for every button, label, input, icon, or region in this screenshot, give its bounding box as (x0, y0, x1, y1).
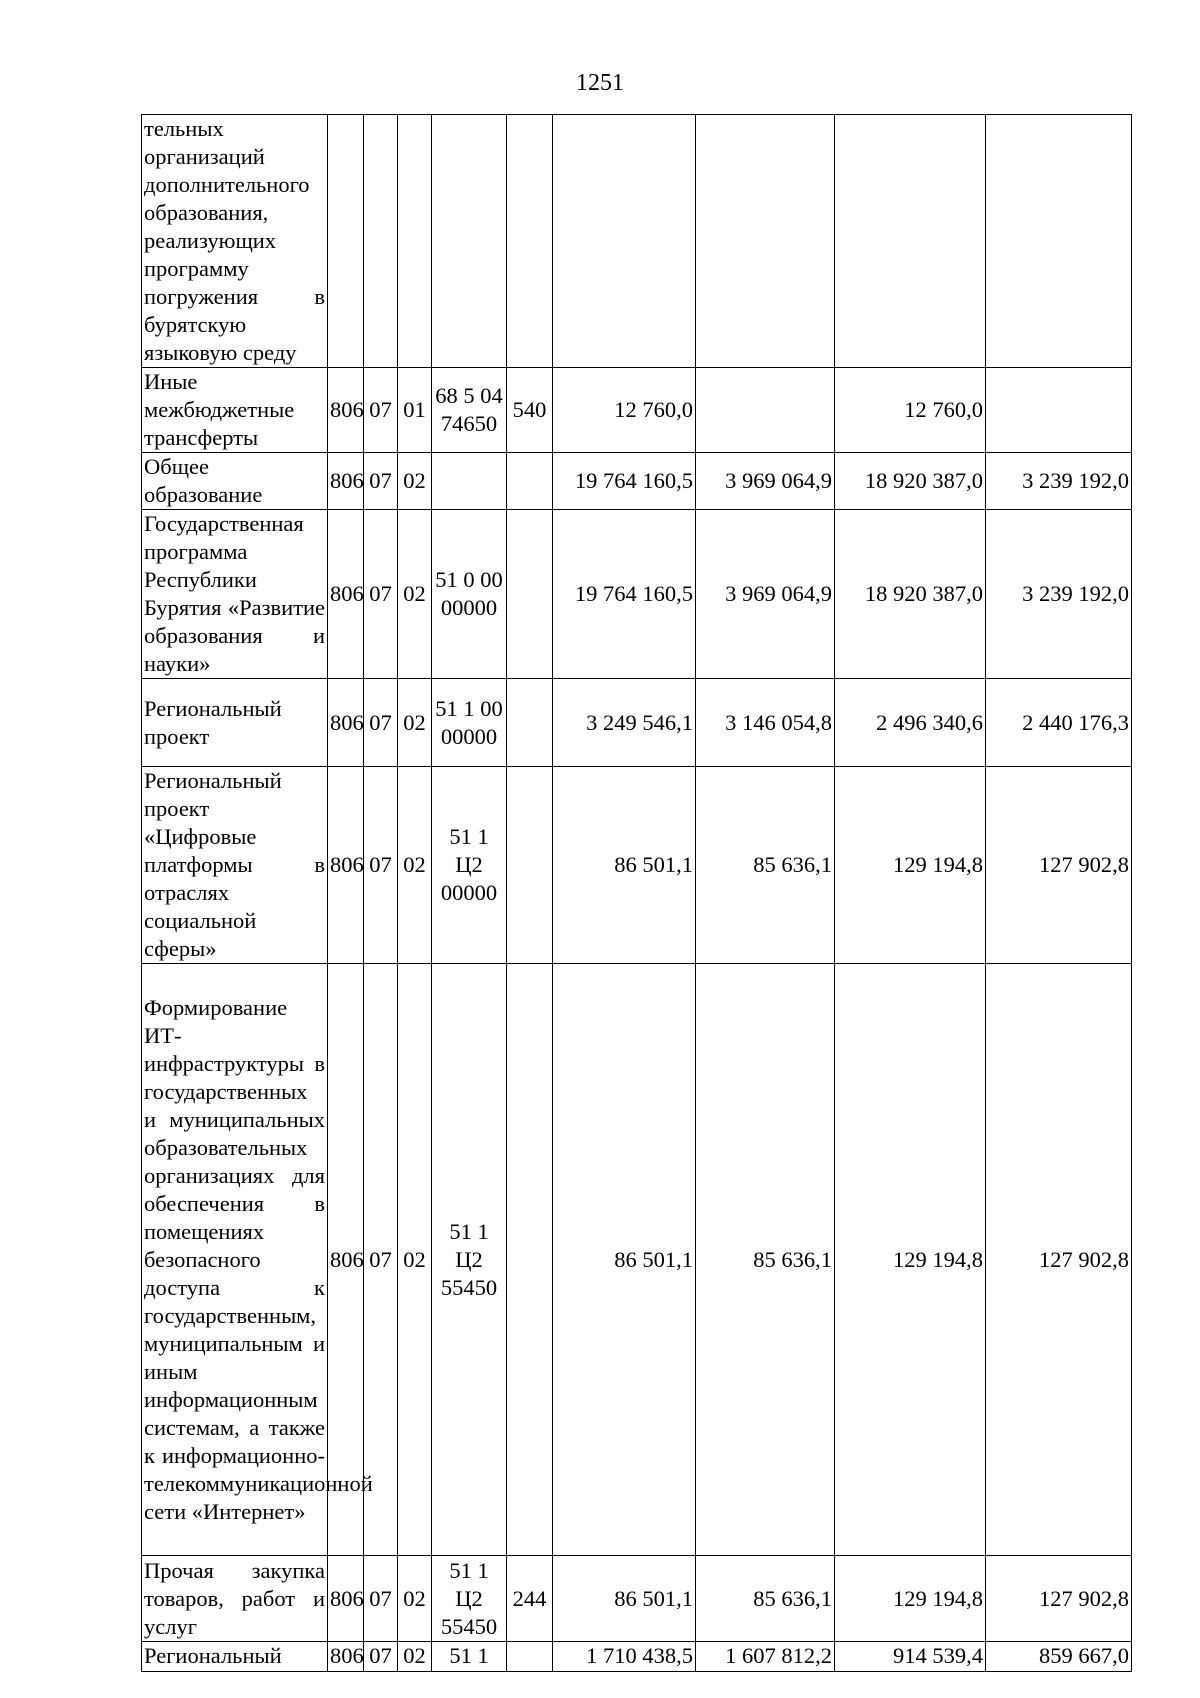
table-row (142, 1642, 1132, 1672)
amount-3 (835, 115, 986, 368)
rz-code: 07 (364, 368, 398, 453)
table-row (142, 115, 1132, 368)
table-row (142, 679, 1132, 767)
rz-code: 07 (364, 964, 398, 1556)
table-row (142, 453, 1132, 510)
row-name: Региональный проект (142, 679, 328, 767)
pr-code: 02 (398, 453, 432, 510)
vr-code (507, 115, 553, 368)
amount-4: 3 239 192,0 (986, 510, 1132, 679)
gr-code: 806 (328, 1556, 364, 1642)
amount-3: 18 920 387,0 (835, 510, 986, 679)
target-code: 68 5 04 74650 (432, 368, 507, 453)
vr-code: 244 (507, 1556, 553, 1642)
gr-code: 806 (328, 964, 364, 1556)
gr-code: 806 (328, 510, 364, 679)
amount-1: 1 710 438,5 (553, 1642, 696, 1672)
amount-2: 85 636,1 (696, 767, 835, 964)
gr-code: 806 (328, 453, 364, 510)
page-number: 1251 (576, 70, 624, 96)
row-name: Региональный проект «Цифровые платформы в отраслях социальной сферы» (142, 767, 328, 964)
rz-code: 07 (364, 679, 398, 767)
amount-3: 129 194,8 (835, 767, 986, 964)
amount-4: 859 667,0 (986, 1642, 1132, 1672)
vr-code (507, 453, 553, 510)
amount-4: 2 440 176,3 (986, 679, 1132, 767)
gr-code: 806 (328, 767, 364, 964)
target-code: 51 0 00 00000 (432, 510, 507, 679)
row-name: Общее образование (142, 453, 328, 510)
amount-4: 127 902,8 (986, 964, 1132, 1556)
amount-4: 3 239 192,0 (986, 453, 1132, 510)
amount-2: 1 607 812,2 (696, 1642, 835, 1672)
amount-3: 129 194,8 (835, 1556, 986, 1642)
table-row (142, 964, 1132, 1556)
vr-code (507, 1642, 553, 1672)
amount-1: 86 501,1 (553, 964, 696, 1556)
table-row (142, 368, 1132, 453)
row-name: Формирование ИТ-инфраструктуры в государственных и муниципальных образовательных организациях для обеспечения в помещениях безопасного доступа к государственным, муниципальным и иным информационным системам, а также к информационно-телекоммуникационной сети «Интернет» (142, 964, 328, 1556)
amount-3: 914 539,4 (835, 1642, 986, 1672)
pr-code: 01 (398, 368, 432, 453)
rz-code: 07 (364, 1556, 398, 1642)
target-code: 51 1 Ц2 55450 (432, 1556, 507, 1642)
amount-2: 3 969 064,9 (696, 510, 835, 679)
vr-code (507, 510, 553, 679)
amount-2: 3 146 054,8 (696, 679, 835, 767)
gr-code: 806 (328, 679, 364, 767)
row-name: тельных организаций дополнительного образования, реализующих программу погружения в бурятскую языковую среду (142, 115, 328, 368)
amount-4: 127 902,8 (986, 1556, 1132, 1642)
amount-2: 85 636,1 (696, 1556, 835, 1642)
table-row (142, 1556, 1132, 1642)
target-code: 51 1 Ц2 55450 (432, 964, 507, 1556)
row-name: Государственная программа Республики Бурятия «Развитие образования и науки» (142, 510, 328, 679)
amount-4 (986, 368, 1132, 453)
amount-1: 19 764 160,5 (553, 453, 696, 510)
amount-2 (696, 115, 835, 368)
gr-code: 806 (328, 1642, 364, 1672)
gr-code: 806 (328, 368, 364, 453)
amount-2: 3 969 064,9 (696, 453, 835, 510)
pr-code: 02 (398, 679, 432, 767)
vr-code (507, 767, 553, 964)
target-code: 51 1 (432, 1642, 507, 1672)
rz-code (364, 115, 398, 368)
row-name: Региональный (142, 1642, 328, 1672)
table-row (142, 767, 1132, 964)
amount-1: 86 501,1 (553, 767, 696, 964)
vr-code (507, 679, 553, 767)
amount-1: 3 249 546,1 (553, 679, 696, 767)
vr-code: 540 (507, 368, 553, 453)
amount-2 (696, 368, 835, 453)
target-code (432, 453, 507, 510)
vr-code (507, 964, 553, 1556)
amount-3: 12 760,0 (835, 368, 986, 453)
pr-code: 02 (398, 510, 432, 679)
amount-1: 19 764 160,5 (553, 510, 696, 679)
rz-code: 07 (364, 767, 398, 964)
amount-3: 2 496 340,6 (835, 679, 986, 767)
pr-code (398, 115, 432, 368)
pr-code: 02 (398, 1556, 432, 1642)
pr-code: 02 (398, 964, 432, 1556)
pr-code: 02 (398, 1642, 432, 1672)
amount-1: 86 501,1 (553, 1556, 696, 1642)
gr-code (328, 115, 364, 368)
amount-2: 85 636,1 (696, 964, 835, 1556)
row-name: Иные межбюджетные трансферты (142, 368, 328, 453)
amount-1: 12 760,0 (553, 368, 696, 453)
pr-code: 02 (398, 767, 432, 964)
amount-1 (553, 115, 696, 368)
rz-code: 07 (364, 510, 398, 679)
budget-table (141, 114, 1132, 1672)
amount-4 (986, 115, 1132, 368)
amount-3: 129 194,8 (835, 964, 986, 1556)
amount-3: 18 920 387,0 (835, 453, 986, 510)
target-code (432, 115, 507, 368)
target-code: 51 1 Ц2 00000 (432, 767, 507, 964)
target-code: 51 1 00 00000 (432, 679, 507, 767)
rz-code: 07 (364, 1642, 398, 1672)
amount-4: 127 902,8 (986, 767, 1132, 964)
row-name: Прочая закупка товаров, работ и услуг (142, 1556, 328, 1642)
rz-code: 07 (364, 453, 398, 510)
table-row (142, 510, 1132, 679)
